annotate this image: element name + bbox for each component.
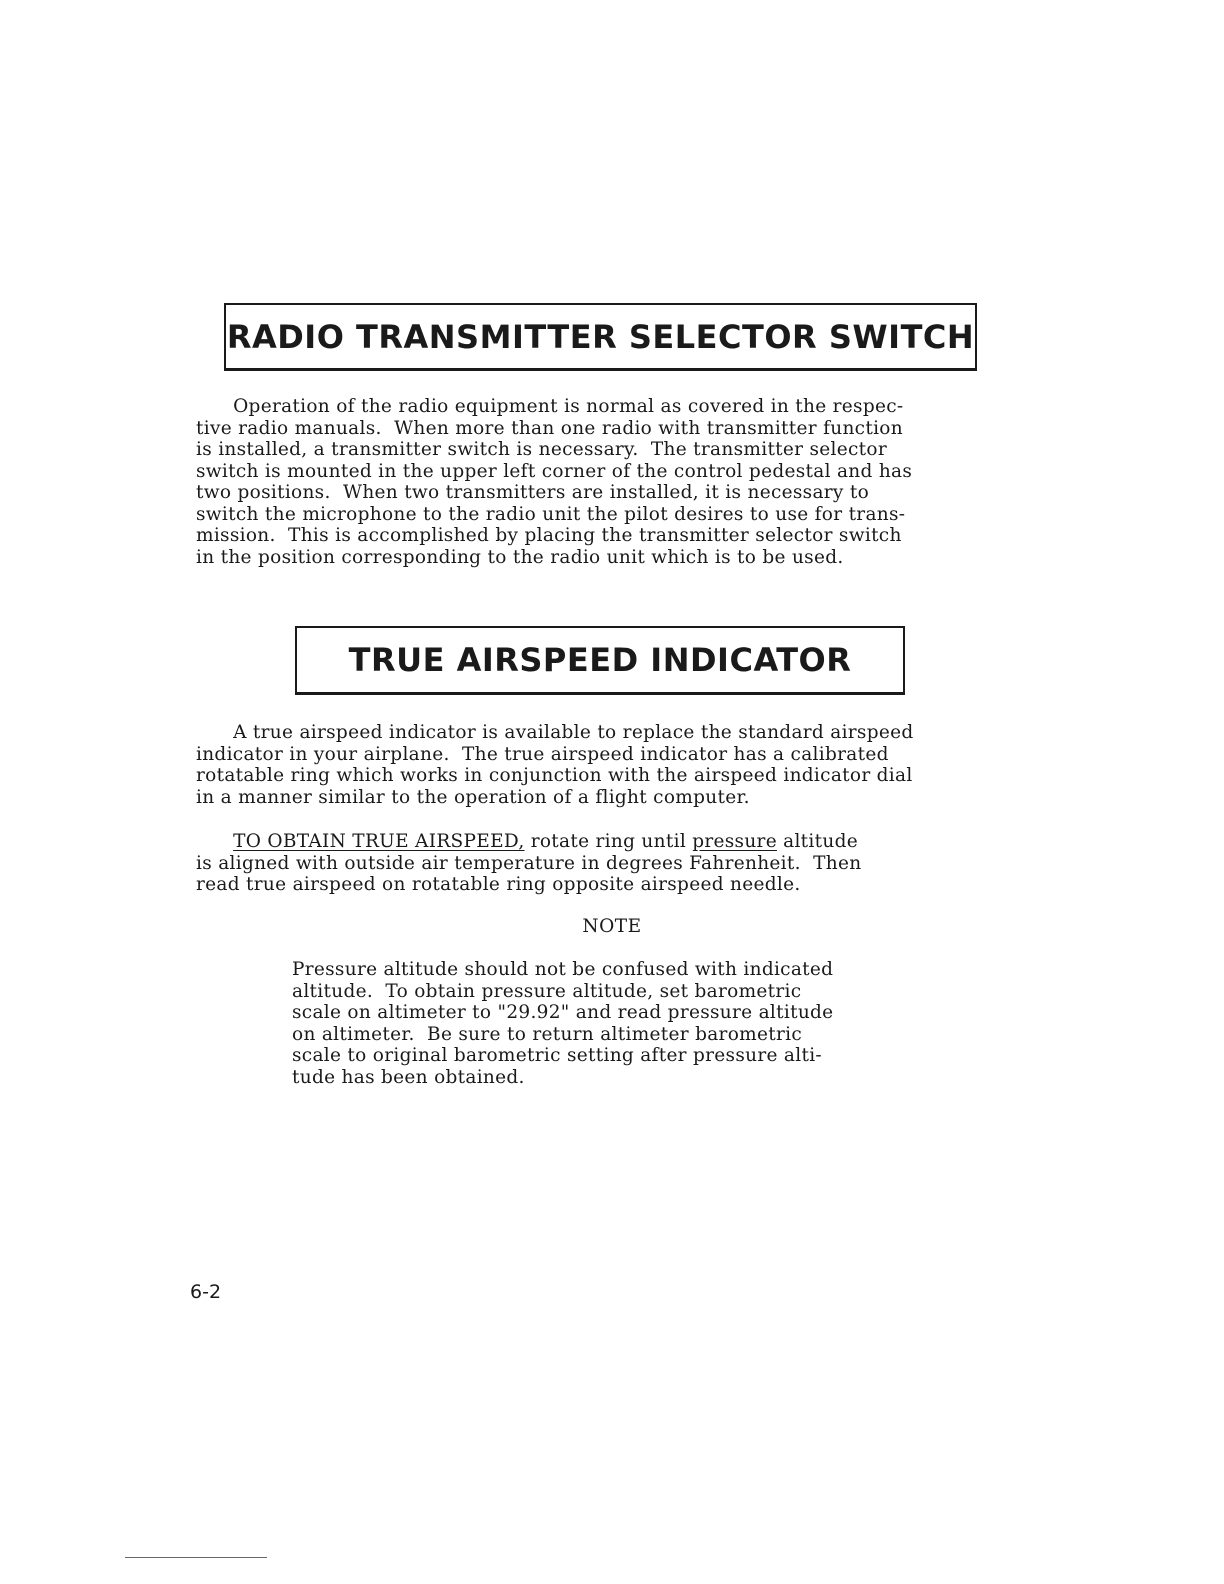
text-line: in a manner similar to the operation of a flight computer. — [196, 786, 750, 808]
text-fragment: rotate ring until — [524, 831, 693, 852]
text-line: mission. This is accomplished by placing the transmitter selector switch — [196, 525, 902, 546]
text-line: in the position corresponding to the radio unit which is to be used. — [196, 546, 844, 568]
section-heading-radio-transmitter — [224, 303, 977, 371]
footer-divider — [125, 1557, 267, 1558]
text-line: on altimeter. Be sure to return altimeter barometric — [292, 1023, 802, 1045]
text-line: switch is mounted in the upper left corner of the control pedestal and has — [196, 460, 913, 482]
text-line: rotatable ring which works in conjunction with the airspeed indicator dial — [196, 765, 913, 786]
lead-underlined-text: TO OBTAIN TRUE AIRSPEED, — [233, 831, 525, 852]
text-line: Operation of the radio equipment is normal as covered in the respec- — [196, 396, 904, 417]
note-paragraph — [292, 959, 833, 1088]
text-line: is aligned with outside air temperature in degrees Fahrenheit. Then — [196, 852, 862, 874]
note-label: NOTE — [582, 916, 642, 937]
section-heading-true-airspeed — [295, 626, 905, 695]
true-airspeed-paragraph — [196, 722, 914, 808]
text-line: tive radio manuals. When more than one radio with transmitter function — [196, 417, 903, 439]
obtain-true-airspeed-paragraph — [196, 831, 861, 896]
text-line: two positions. When two transmitters are installed, it is necessary to — [196, 482, 870, 503]
text-line: indicator in your airplane. The true airspeed indicator has a calibrated — [196, 743, 889, 765]
radio-transmitter-paragraph — [196, 396, 912, 568]
text-line: is installed, a transmitter switch is necessary. The transmitter selector — [196, 439, 887, 460]
text-line: A true airspeed indicator is available to replace the standard airspeed — [196, 722, 914, 743]
indent — [196, 831, 233, 852]
heading-text: TRUE AIRSPEED INDICATOR — [348, 641, 852, 679]
text-line: scale to original barometric setting after pressure alti- — [292, 1045, 822, 1066]
text-line: switch the microphone to the radio unit the pilot desires to use for trans- — [196, 503, 906, 525]
heading-text: RADIO TRANSMITTER SELECTOR SWITCH — [226, 317, 975, 356]
text-line: tude has been obtained. — [292, 1066, 525, 1088]
underlined-word: pressure — [692, 831, 777, 852]
text-line: scale on altimeter to "29.92" and read pressure altitude — [292, 1002, 834, 1023]
text-line: read true airspeed on rotatable ring opposite airspeed needle. — [196, 874, 801, 895]
text-line: Pressure altitude should not be confused with indicated — [292, 959, 834, 980]
text-line: altitude. To obtain pressure altitude, set barometric — [292, 980, 802, 1002]
text-fragment: altitude — [776, 831, 858, 852]
page-number: 6-2 — [190, 1281, 222, 1303]
